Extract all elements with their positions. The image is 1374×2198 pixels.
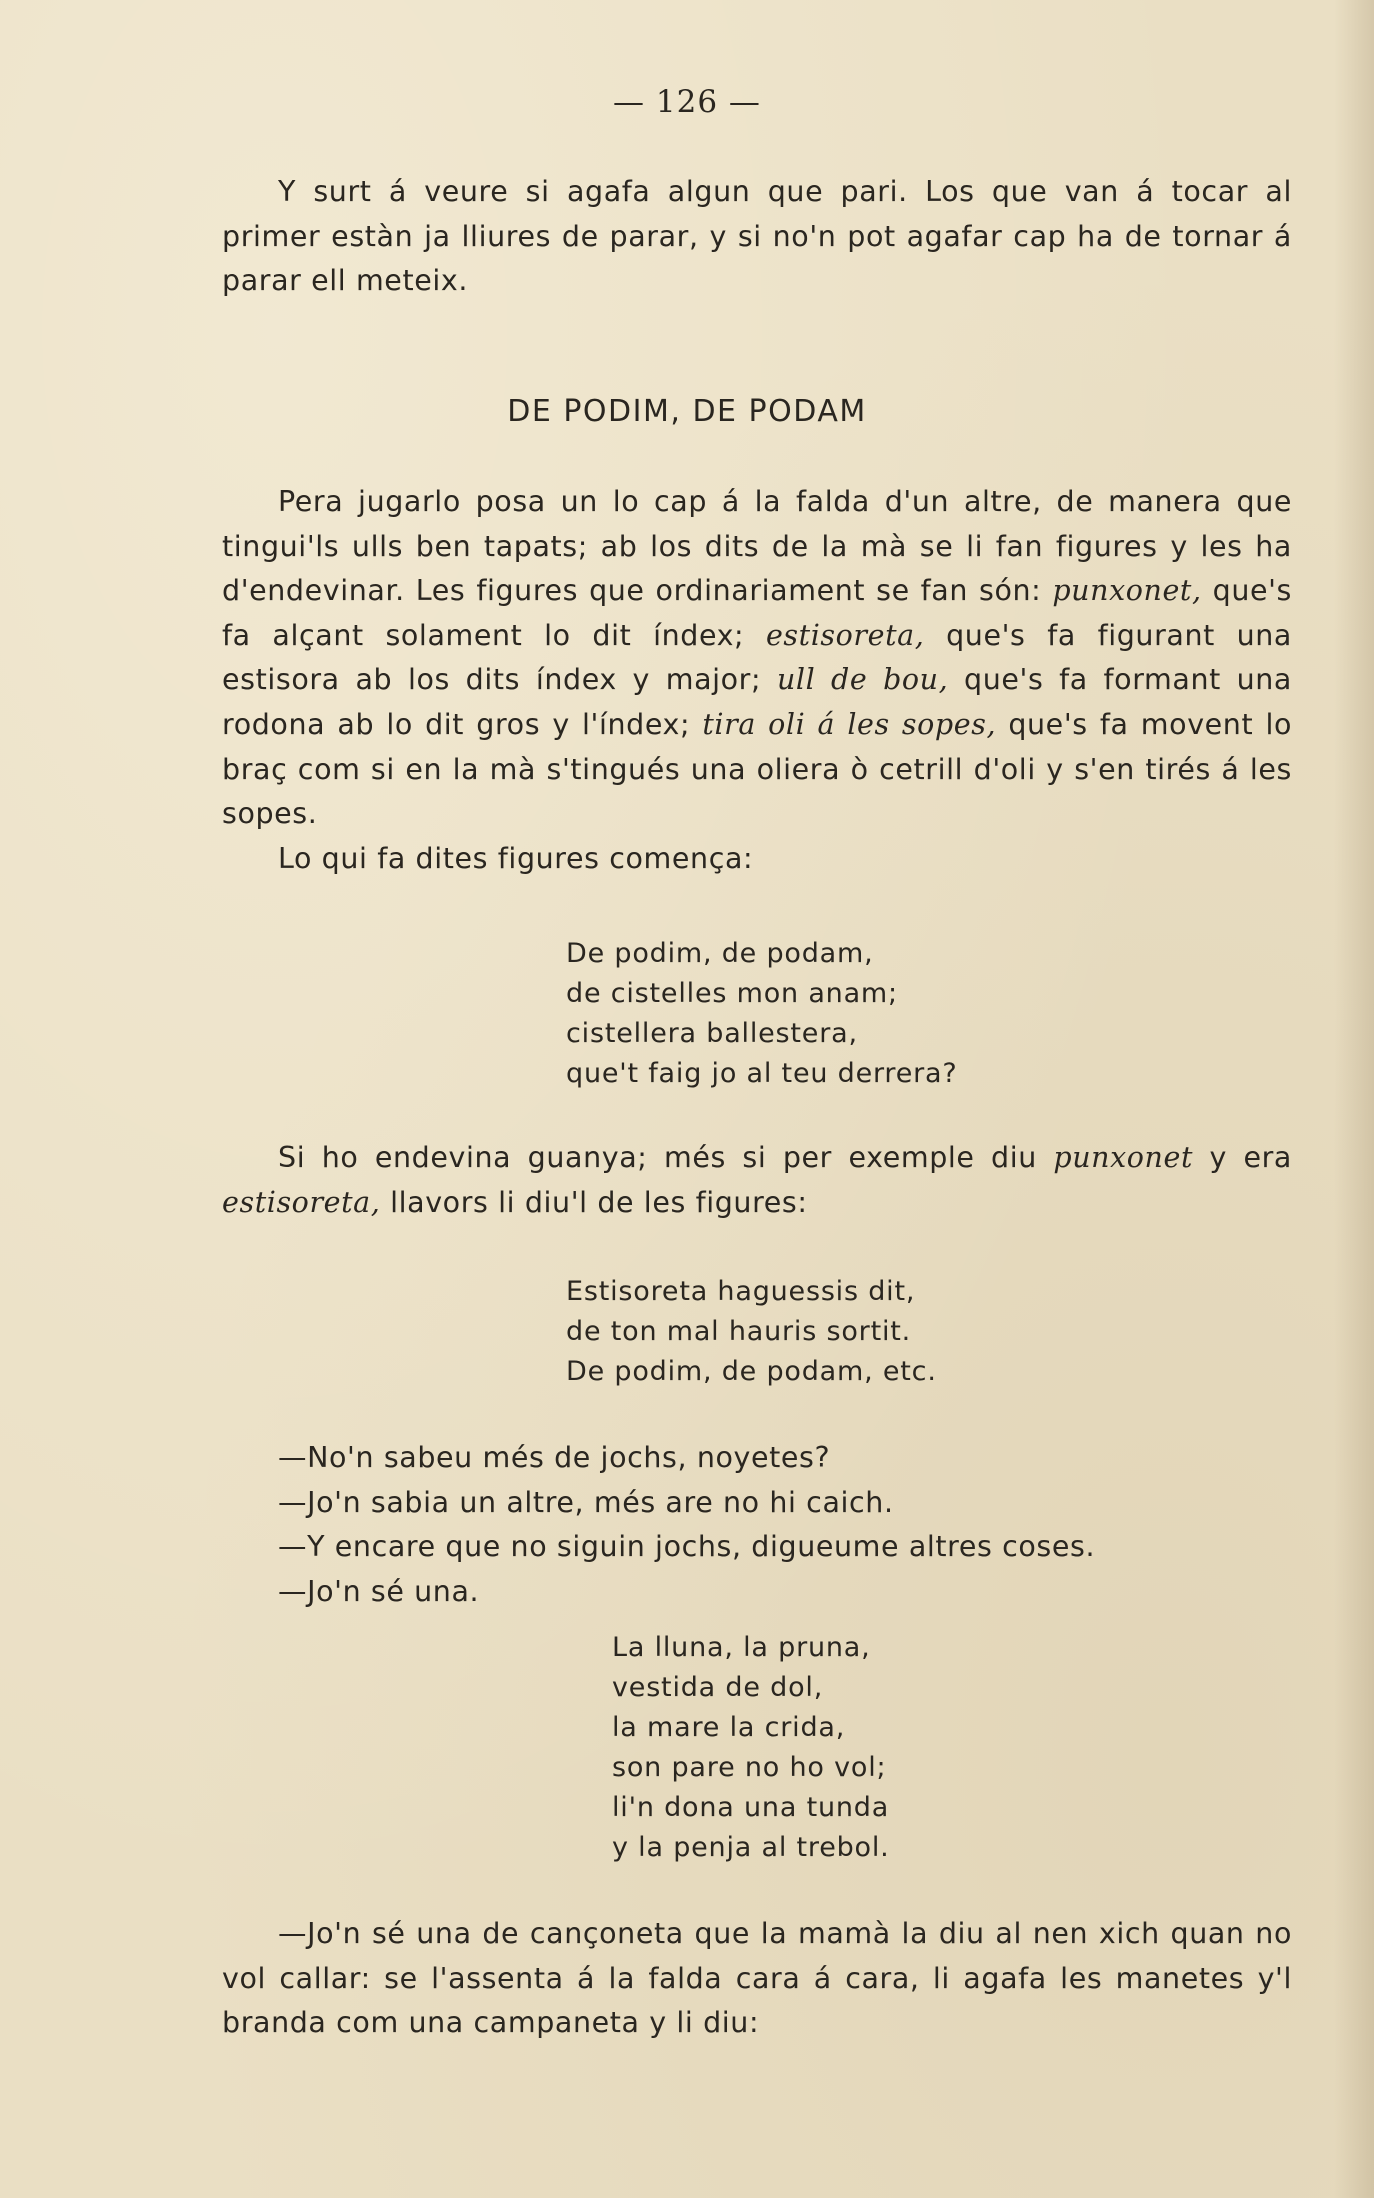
verse-line: la mare la crida, — [612, 1712, 846, 1743]
guess-text: y era — [1193, 1141, 1292, 1174]
description-paragraph-2: Lo qui fa dites figures comença: — [278, 841, 754, 875]
dialogue-block — [222, 1436, 1292, 1614]
intro-paragraph: Y surt á veure si agafa algun que pari. Los que van á tocar al primer estàn ja lliures de parar, y si no'n pot agafar cap ha de tornar á parar ell meteix. — [222, 175, 1292, 298]
verse-line: y la penja al trebol. — [612, 1832, 890, 1863]
figure-name-estisoreta: estisoreta, — [765, 618, 925, 652]
page-edge-shadow — [1334, 0, 1374, 2198]
intro-paragraph-block — [222, 170, 1292, 304]
closing-paragraph: —Jo'n sé una de cançoneta que la mamà la diu al nen xich quan no vol callar: se l'assenta á la falda cara á cara, li agafa les manetes y'l branda com una campaneta y li diu: — [222, 1917, 1292, 2040]
dialogue-line: —Jo'n sé una. — [278, 1574, 480, 1608]
description-text: Pera jugarlo posa un lo cap á la falda d'un altre, de manera que tingui'ls ulls ben tapats; ab los dits de la mà se li fan figures y les ha d'endevinar. Les figures que ordinariament se fan són: — [222, 485, 1292, 608]
verse-line: De podim, de podam, etc. — [566, 1356, 937, 1387]
verse-line: Estisoreta haguessis dit, — [566, 1276, 916, 1307]
verse-line: La lluna, la pruna, — [612, 1632, 871, 1663]
verse-line: li'n dona una tunda — [612, 1792, 890, 1823]
figure-name-estisoreta: estisoreta, — [222, 1185, 381, 1219]
guess-text: Si ho endevina guanya; més si per exemple diu — [278, 1141, 1054, 1174]
dialogue-line: —Jo'n sabia un altre, més are no hi caich. — [278, 1485, 894, 1519]
figure-name-tira-oli: tira oli á les sopes, — [702, 707, 997, 741]
verse-line: cistellera ballestera, — [566, 1018, 858, 1049]
description-text: que's fa alçant solament lo dit índex; — [222, 574, 1292, 652]
verse-line: vestida de dol, — [612, 1672, 824, 1703]
description-paragraph — [222, 480, 1292, 837]
description-text: que's fa movent lo braç com si en la mà s'tingués una oliera ò cetrill d'oli y s'en tirés á les sopes. — [222, 707, 1292, 831]
description-text: que's fa formant una rodona ab lo dit gros y l'índex; — [222, 663, 1292, 741]
closing-paragraph-block — [222, 1912, 1292, 2046]
description-text: que's fa figurant una estisora ab los dits índex y major; — [222, 618, 1292, 697]
verse-line: que't faig jo al teu derrera? — [566, 1058, 958, 1089]
verse-line: De podim, de podam, — [566, 938, 874, 969]
guess-text: llavors li diu'l de les figures: — [380, 1185, 808, 1219]
verse-de-podim — [566, 934, 958, 1094]
dialogue-line: —No'n sabeu més de jochs, noyetes? — [278, 1441, 831, 1474]
section-title: DE PODIM, DE PODAM — [507, 394, 867, 429]
description-block — [222, 480, 1292, 881]
page-number: — 126 — — [613, 84, 761, 120]
guess-paragraph — [222, 1136, 1292, 1225]
verse-la-lluna — [612, 1628, 890, 1868]
verse-line: son pare no ho vol; — [612, 1752, 887, 1783]
verse-line: de cistelles mon anam; — [566, 978, 898, 1009]
figure-name-ull-de-bou: ull de bou, — [776, 663, 949, 697]
figure-name-punxonet: punxonet — [1053, 1141, 1194, 1174]
verse-line: de ton mal hauris sortit. — [566, 1316, 912, 1347]
verse-estisoreta — [566, 1272, 937, 1392]
dialogue-line: —Y encare que no siguin jochs, digueume altres coses. — [278, 1530, 1096, 1564]
guess-paragraph-block — [222, 1136, 1292, 1225]
figure-name-punxonet: punxonet, — [1052, 574, 1202, 608]
